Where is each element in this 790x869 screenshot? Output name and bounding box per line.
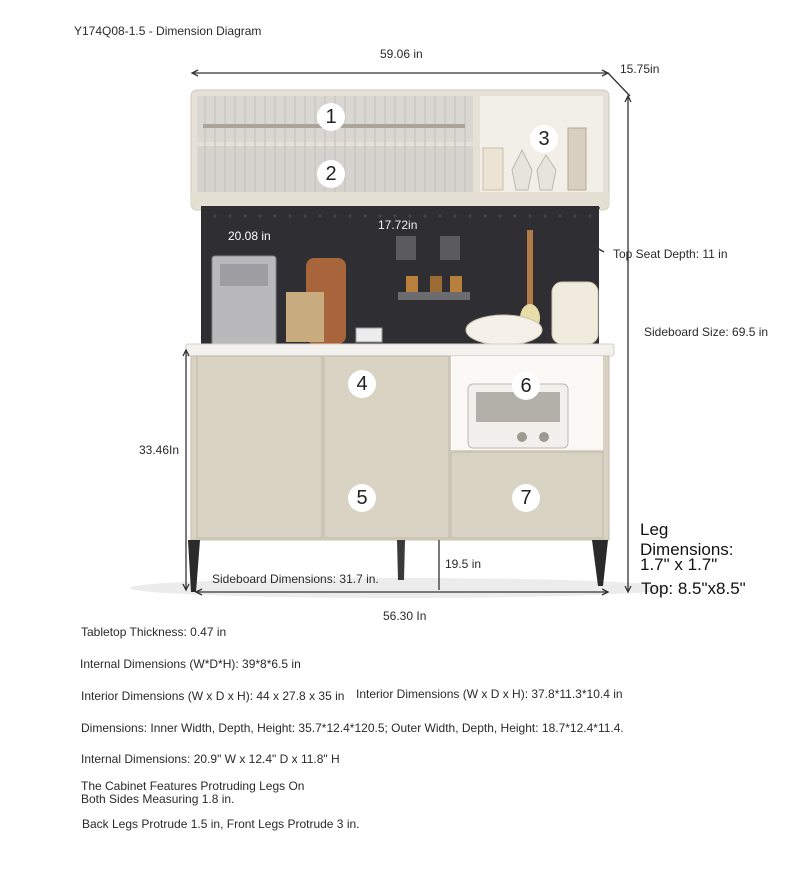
kettle xyxy=(552,282,598,344)
note-inner-outer-dimensions: Dimensions: Inner Width, Depth, Height: 35.7*12.4*120.5; Outer Width, Depth, Height: 18.7*12.4*11.4. xyxy=(81,721,624,735)
dim-bottom-width-label: 56.30 In xyxy=(383,609,427,623)
door-middle xyxy=(324,356,449,538)
compartment-label-4: 4 xyxy=(348,370,376,398)
spice-jar xyxy=(406,276,418,292)
spice-jar-2 xyxy=(430,276,442,292)
dim-depth-label: 15.75in xyxy=(620,62,660,76)
pot xyxy=(466,315,542,345)
bread-bag xyxy=(286,292,324,342)
dim-top-width-label: 59.06 in xyxy=(380,47,423,61)
hutch-shelf xyxy=(191,192,609,206)
dim-base-height-label: 33.46In xyxy=(139,443,180,457)
compartment-label-3: 3 xyxy=(530,125,558,153)
dim-inner-width-label: 17.72in xyxy=(378,218,418,232)
note-protruding-legs-1: The Cabinet Features Protruding Legs On xyxy=(81,779,305,793)
compartment-label-5: 5 xyxy=(348,484,376,512)
compartment-label-7: 7 xyxy=(512,484,540,512)
coffee-machine-panel xyxy=(220,264,268,286)
note-tabletop: Tabletop Thickness: 0.47 in xyxy=(81,625,227,639)
note-interior-dimensions-2: Interior Dimensions (W x D x H): 37.8*11.3*10.4 in xyxy=(356,687,623,701)
page-title: Y174Q08-1.5 - Dimension Diagram xyxy=(74,24,262,38)
compartment-label-2: 2 xyxy=(317,160,345,188)
utensil-cup xyxy=(396,236,416,260)
door-left xyxy=(197,356,322,538)
note-protruding-legs-2: Both Sides Measuring 1.8 in. xyxy=(81,792,235,806)
leg-front-right xyxy=(592,540,608,586)
leg-dimensions-line2: Dimensions: xyxy=(640,540,734,559)
note-interior-dimensions-1: Interior Dimensions (W x D x H): 44 x 27.8 x 35 in xyxy=(81,689,345,703)
leg-center xyxy=(397,540,405,580)
countertop xyxy=(186,344,614,356)
cup xyxy=(356,328,382,342)
ladle-handle xyxy=(527,230,533,310)
note-back-front-legs: Back Legs Protrude 1.5 in, Front Legs Protrude 3 in. xyxy=(82,817,360,831)
utensil-cup-2 xyxy=(440,236,460,260)
note-internal-dimensions-2: Internal Dimensions: 20.9" W x 12.4" D x 11.8" H xyxy=(81,752,340,766)
compartment-label-6: 6 xyxy=(512,372,540,400)
leg-dimensions-line1: Leg xyxy=(640,520,669,539)
note-internal-dimensions-1: Internal Dimensions (W*D*H): 39*8*6.5 in xyxy=(80,657,301,671)
leg-dimensions-top: Top: 8.5"x8.5" xyxy=(641,579,746,598)
dim-seat-depth-label: Top Seat Depth: 11 in xyxy=(613,247,728,261)
compartment-label-1: 1 xyxy=(317,103,345,131)
leg-dimensions-line3: 1.7" x 1.7" xyxy=(640,555,718,574)
dim-sideboard-dims-label: Sideboard Dimensions: 31.7 in. xyxy=(212,572,379,586)
dim-sideboard-size-label: Sideboard Size: 69.5 in xyxy=(644,325,769,339)
dim-leg-height-label: 19.5 in xyxy=(445,557,482,571)
toaster-knob xyxy=(517,432,527,442)
floor-shadow xyxy=(130,578,670,598)
shelf-jar xyxy=(483,148,503,190)
dim-line-depth xyxy=(608,73,630,96)
spice-shelf xyxy=(398,292,470,300)
dim-hutch-height-label: 20.08 in xyxy=(228,229,271,243)
spice-jar-3 xyxy=(450,276,462,292)
shelf-bottle xyxy=(568,128,586,190)
toaster-knob-2 xyxy=(539,432,549,442)
